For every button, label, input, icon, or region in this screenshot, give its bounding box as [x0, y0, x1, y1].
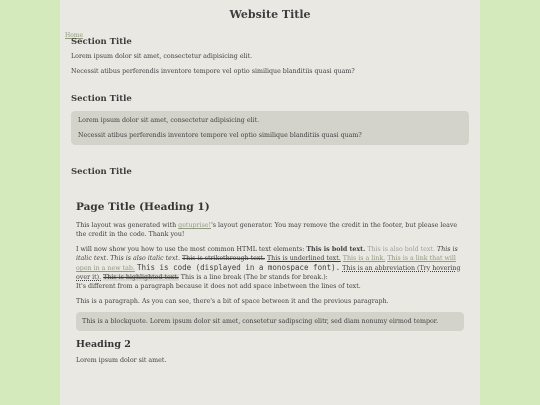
h2-text: Lorem ipsum dolor sit amet.	[76, 357, 167, 364]
nav-bar	[60, 22, 480, 39]
section-text: Necessit atibus perferendis inventore tempore vel optio similique blanditiis quasi quam?	[78, 132, 362, 139]
page-container	[60, 0, 480, 405]
section-text: Lorem ipsum dolor sit amet, consectetur adipisicing elit.	[71, 53, 253, 60]
section-text: Necessit atibus perferendis inventore tempore vel optio similique blanditiis quasi quam?	[71, 68, 355, 75]
after-br-text: It's different from a paragraph because it does not add space inbetween the lines of text.	[76, 283, 361, 290]
section-1	[60, 37, 480, 76]
heading-2: Heading 2	[76, 339, 131, 350]
section-text: Lorem ipsum dolor sit amet, consectetur adipisicing elit.	[78, 117, 260, 124]
section-3	[60, 167, 480, 177]
section-title: Section Title	[71, 94, 132, 104]
lead-text: I will now show you how to use the most common HTML text elements:	[76, 246, 307, 253]
abbreviation[interactable]: This is an abbreviation (Try hovering over it).	[76, 265, 461, 281]
elements-paragraph	[76, 245, 464, 291]
section-title: Section Title	[71, 37, 132, 47]
underline-text: This is underlined text.	[266, 255, 341, 262]
main-content	[60, 201, 480, 365]
intro-paragraph	[76, 221, 464, 239]
boxed-content	[71, 111, 469, 145]
also-italic-text: This is also italic text.	[110, 255, 180, 262]
bold-text: This is bold text.	[306, 246, 366, 253]
linebreak-text: This is a line break (The br stands for break.):	[180, 274, 328, 281]
italic-text: This is italic text.	[76, 246, 458, 262]
highlight-text: This is highlighted text.	[103, 274, 179, 281]
section-2	[60, 94, 480, 145]
intro-text: This layout was generated with	[76, 222, 179, 229]
strike-text: This is strikethrough text.	[181, 255, 265, 262]
nav-home-link[interactable]: Home	[65, 32, 84, 39]
credit-link[interactable]: getuprise!	[178, 222, 212, 229]
blockquote: This is a blockquote. Lorem ipsum dolor sit amet, consetetur sadipscing elitr, sed diam nonumy eirmod tempor.	[76, 312, 464, 331]
also-bold-text: This is also bold text.	[367, 246, 435, 253]
site-title: Website Title	[229, 8, 311, 21]
new-tab-link[interactable]: This is a link that will open in a new tab.	[76, 255, 456, 272]
code-text: This is code (displayed in a monospace font).	[136, 263, 341, 272]
page-title: Page Title (Heading 1)	[76, 201, 210, 213]
paragraph: This is a paragraph. As you can see, there's a bit of space between it and the previous paragraph.	[76, 298, 389, 305]
section-title: Section Title	[71, 167, 132, 177]
intro-text: 's layout generator. You may remove the credit in the footer, but please leave the credit in the code. Thank you!	[76, 222, 458, 238]
sample-link[interactable]: This is a link.	[342, 255, 386, 262]
